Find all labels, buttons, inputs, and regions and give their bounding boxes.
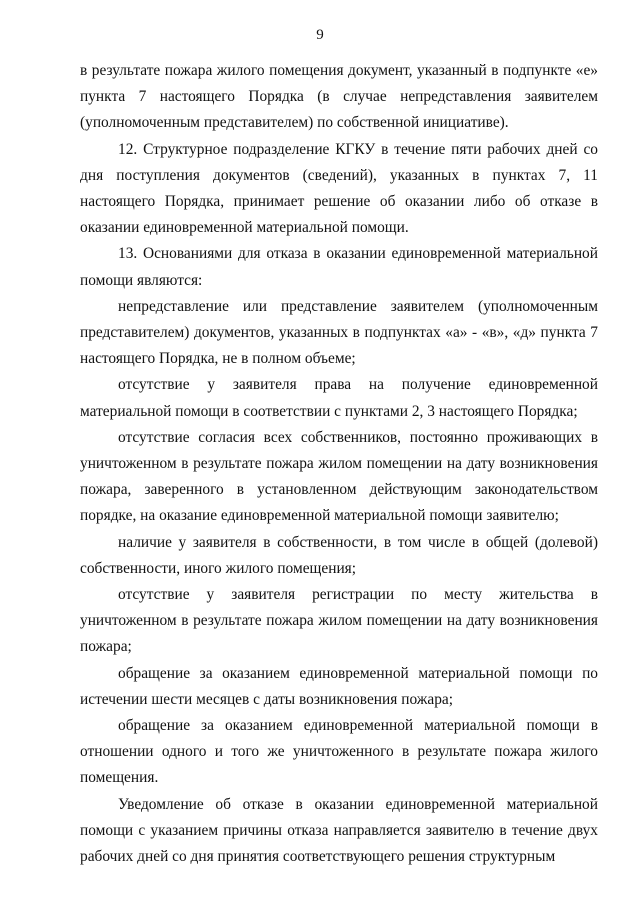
document-body [80,58,598,870]
paragraph: 13. Основаниями для отказа в оказании единовременной материальной помощи являются: [80,245,598,289]
paragraph: наличие у заявителя в собственности, в том числе в общей (долевой) собственности, иного жилого помещения; [80,533,598,577]
paragraph: обращение за оказанием единовременной материальной помощи в отношении одного и того же уничтоженного в результате пожара жилого помещения. [80,717,598,787]
paragraph: Уведомление об отказе в оказании единовременной материальной помощи с указанием причины отказа направляется заявителю в течение двух рабочих дней со дня принятия соответствующего решения структурным [80,795,598,866]
paragraph: отсутствие у заявителя регистрации по месту жительства в уничтоженном в результате пожара жилом помещении на дату возникновения пожара; [80,586,598,656]
paragraph: в результате пожара жилого помещения документ, указанный в подпункте «е» пункта 7 настоящего Порядка (в случае непредставления заявителем (уполномоченным представителем) по собственной инициативе). [80,62,598,132]
paragraph: непредставление или представление заявителем (уполномоченным представителем) документов, указанных в подпунктах «а» - «в», «д» пункта 7 настоящего Порядка, не в полном объеме; [80,297,598,368]
page-number: 9 [316,27,324,43]
paragraph: отсутствие согласия всех собственников, постоянно проживающих в уничтоженном в результате пожара жилом помещении на дату возникновения пожара, заверенного в установленном действующим законодательством порядке, на оказание единовременной материальной помощи заявителю; [80,428,598,525]
paragraph: 12. Структурное подразделение КГКУ в течение пяти рабочих дней со дня поступления документов (сведений), указанных в пунктах 7, 11 настоящего Порядка, принимает решение об оказании либо об отказе в оказании единовременной материальной помощи. [80,140,598,237]
paragraph: обращение за оказанием единовременной материальной помощи по истечении шести месяцев с даты возникновения пожара; [80,664,598,708]
paragraph: отсутствие у заявителя права на получение единовременной материальной помощи в соответствии с пунктами 2, 3 настоящего Порядка; [80,376,598,420]
